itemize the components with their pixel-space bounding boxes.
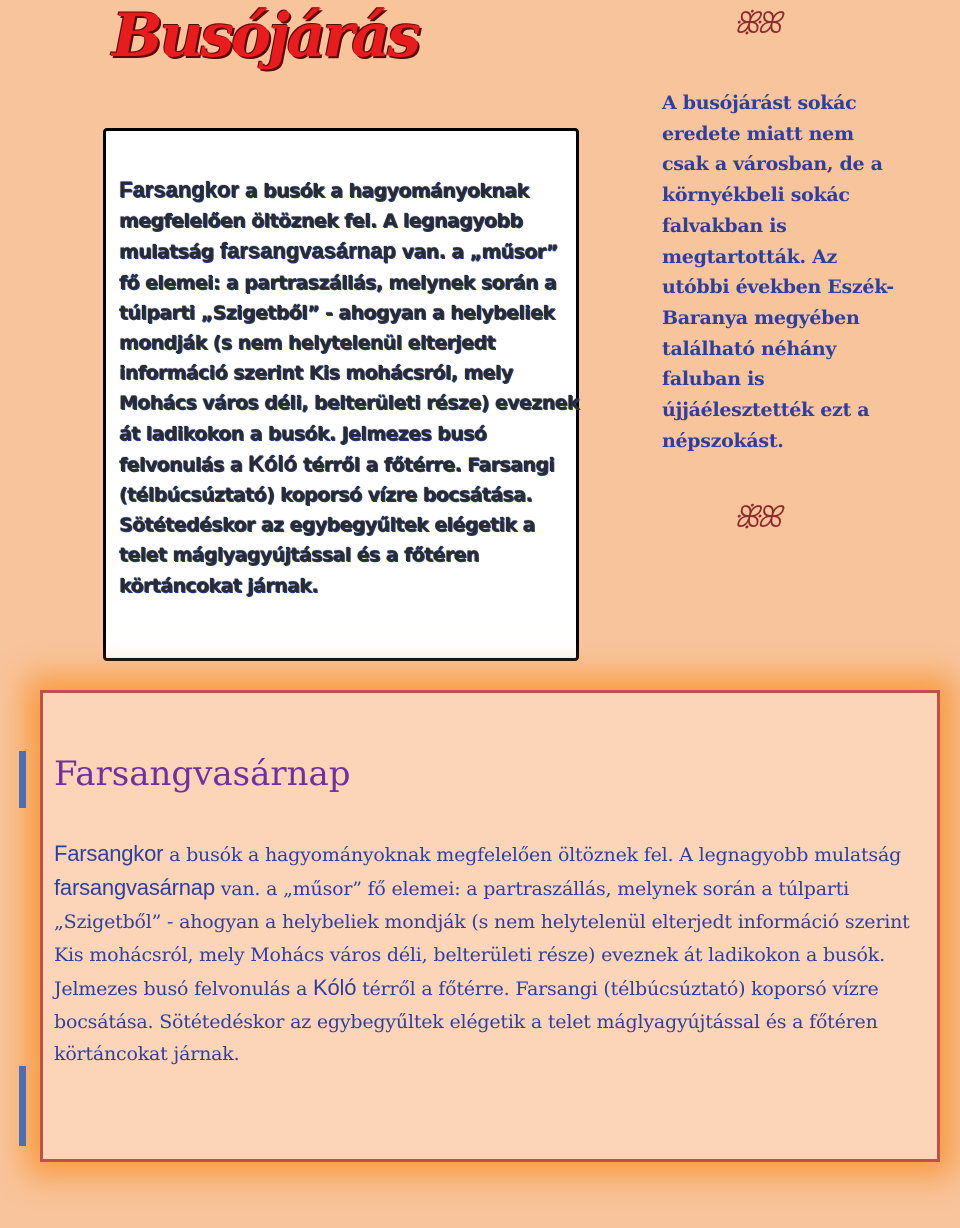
body-text-3: térről a főtérre. Farsangi (télbúcsúztató) koporsó vízre bocsátása. Sötétedéskor az egybegyűltek elégetik a telet máglyagyújtással és a főtéren körtáncokat járnak. — [54, 977, 879, 1066]
callout-text-1: a busók a hagyományoknak megfelelően öltöznek fel. A legnagyobb mulatság — [119, 180, 529, 264]
body-text-1: a busók a hagyományoknak megfelelően öltöznek fel. A legnagyobb mulatság — [163, 844, 902, 866]
callout-highlight-farsangkor: Farsangkor — [119, 177, 239, 202]
body-text-2: van. a „műsor” fő elemei: a partraszállás, melynek során a túlparti „Szigetből” - ahogyan a helybeliek mondják (s nem helytelenül elterjedt információ szerint Kis mohácsról, mely Mohács város déli, belterületi része) eveznek át ladikokon a busók. Jelmezes busó felvonulás a — [54, 877, 910, 1000]
ornament-divider-top-icon: ꕥꕤ — [733, 6, 778, 41]
body-highlight-farsangvasarnap: farsangvasárnap — [54, 874, 215, 900]
callout-highlight-farsangvasarnap: farsangvasárnap — [219, 238, 396, 264]
section-heading: Farsangvasárnap — [54, 754, 351, 794]
side-column-text: A busójárást sokác eredete miatt nem csak a városban, de a környékbeli sokác falvakban is megtartották. Az utóbbi években Eszék-Baranya megyében található néhány faluban is újjáélesztették ezt a népszokást. — [662, 92, 894, 452]
callout-text-2: van. a „műsor” fő elemei: a partraszállás, melynek során a túlparti „Szigetből” - ahogyan a helybeliek mondják (s nem helytelenül elterjedt információ szerint Kis mohácsról, mely Mohács város déli, belterületi része) eveznek át ladikokon a busók. Jelmezes busó felvonulás a — [119, 241, 579, 476]
callout-highlight-kolo: Kóló — [248, 450, 297, 476]
callout-text-3: térről a főtérre. Farsangi (télbúcsúztató) koporsó vízre bocsátása. Sötétedéskor az egybegyűltek elégetik a telet máglyagyújtással és a főtéren körtáncokat járnak. — [119, 453, 555, 597]
accent-bar-top — [19, 751, 26, 808]
callout-paragraph — [119, 175, 579, 601]
ornament-divider-mid-icon: ꕥꕤ — [733, 500, 778, 535]
accent-bar-bottom — [19, 1066, 26, 1146]
body-highlight-farsangkor: Farsangkor — [54, 841, 164, 866]
body-highlight-kolo: Kóló — [313, 974, 357, 1000]
page-title: Busójárás — [112, 1, 418, 71]
callout-text-box — [103, 128, 579, 661]
section-body — [54, 838, 914, 1071]
